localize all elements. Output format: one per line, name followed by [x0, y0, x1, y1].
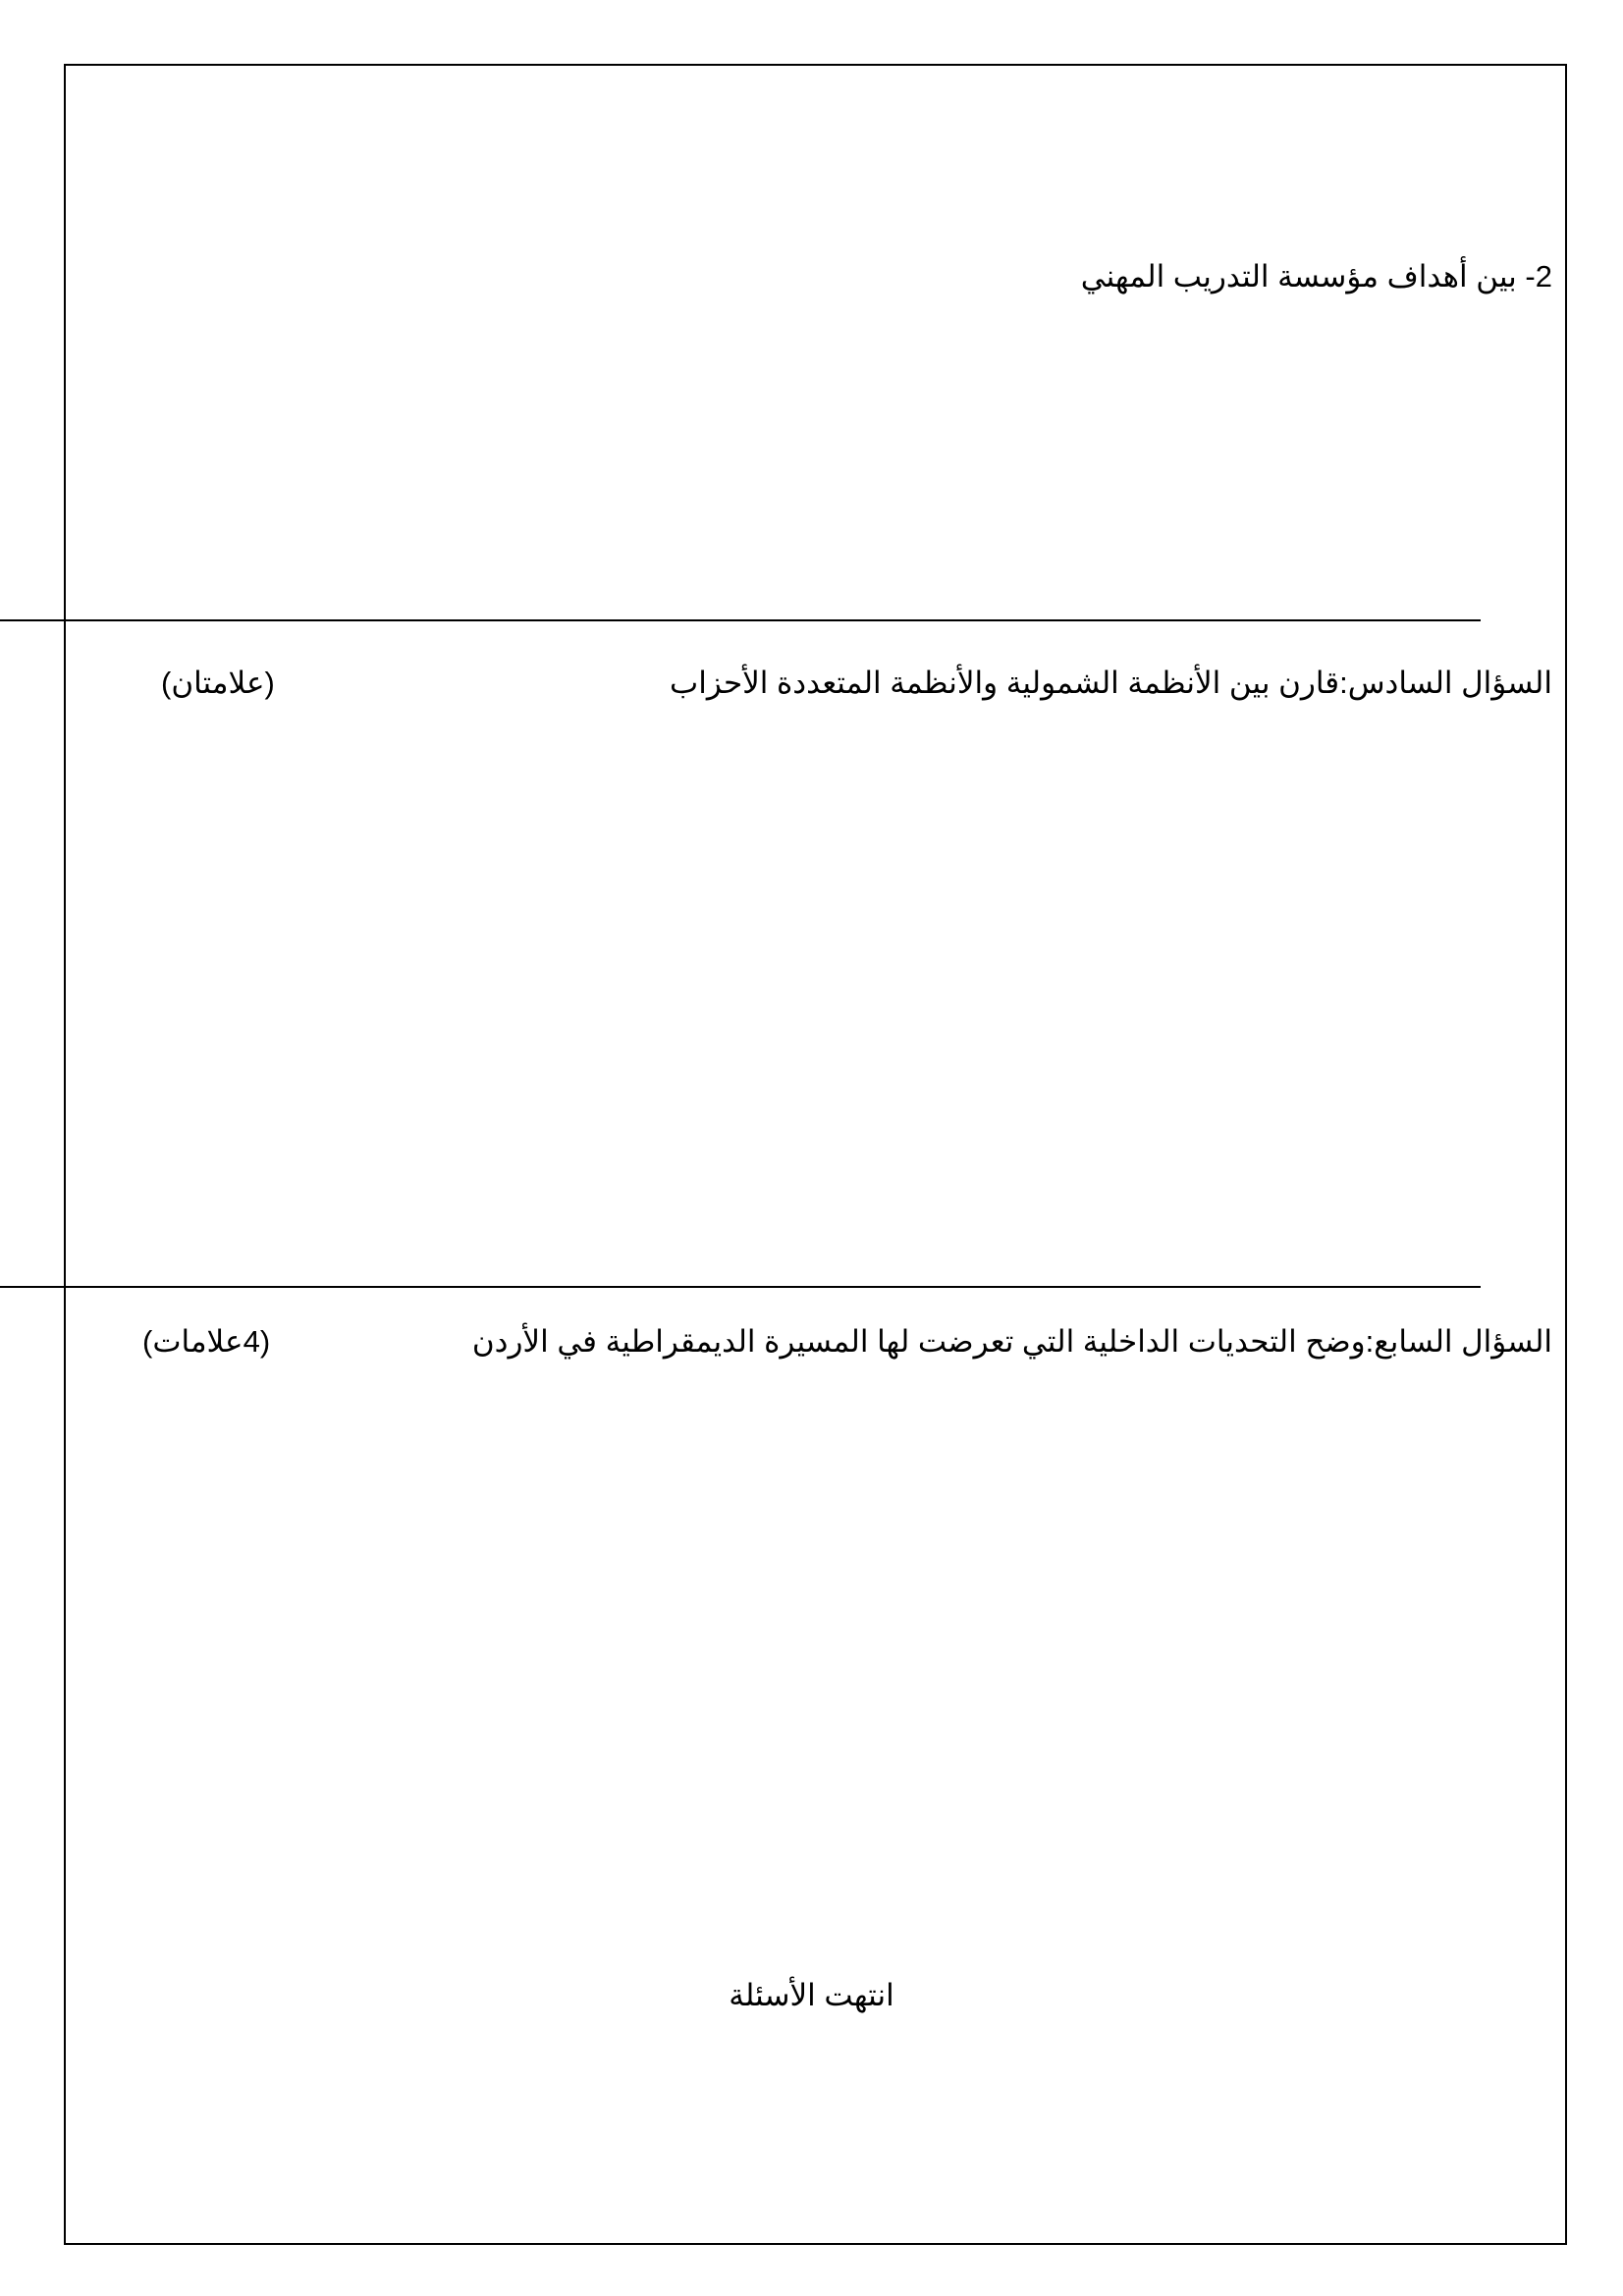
page-border: [64, 64, 1567, 2245]
question-7-text: السؤال السابع:وضح التحديات الداخلية التي تعرضت لها المسيرة الديمقراطية في الأردن: [471, 1324, 1552, 1359]
section-divider: [0, 1286, 1481, 1288]
question-6-text: السؤال السادس:قارن بين الأنظمة الشمولية والأنظمة المتعددة الأحزاب: [670, 666, 1552, 700]
question-6-marks: (علامتان): [161, 666, 275, 700]
end-of-questions-text: انتهت الأسئلة: [729, 1978, 894, 2012]
question-2-text: 2- بين أهداف مؤسسة التدريب المهني: [1080, 259, 1552, 294]
section-divider: [0, 619, 1481, 621]
question-7-marks: (4علامات): [142, 1324, 271, 1359]
